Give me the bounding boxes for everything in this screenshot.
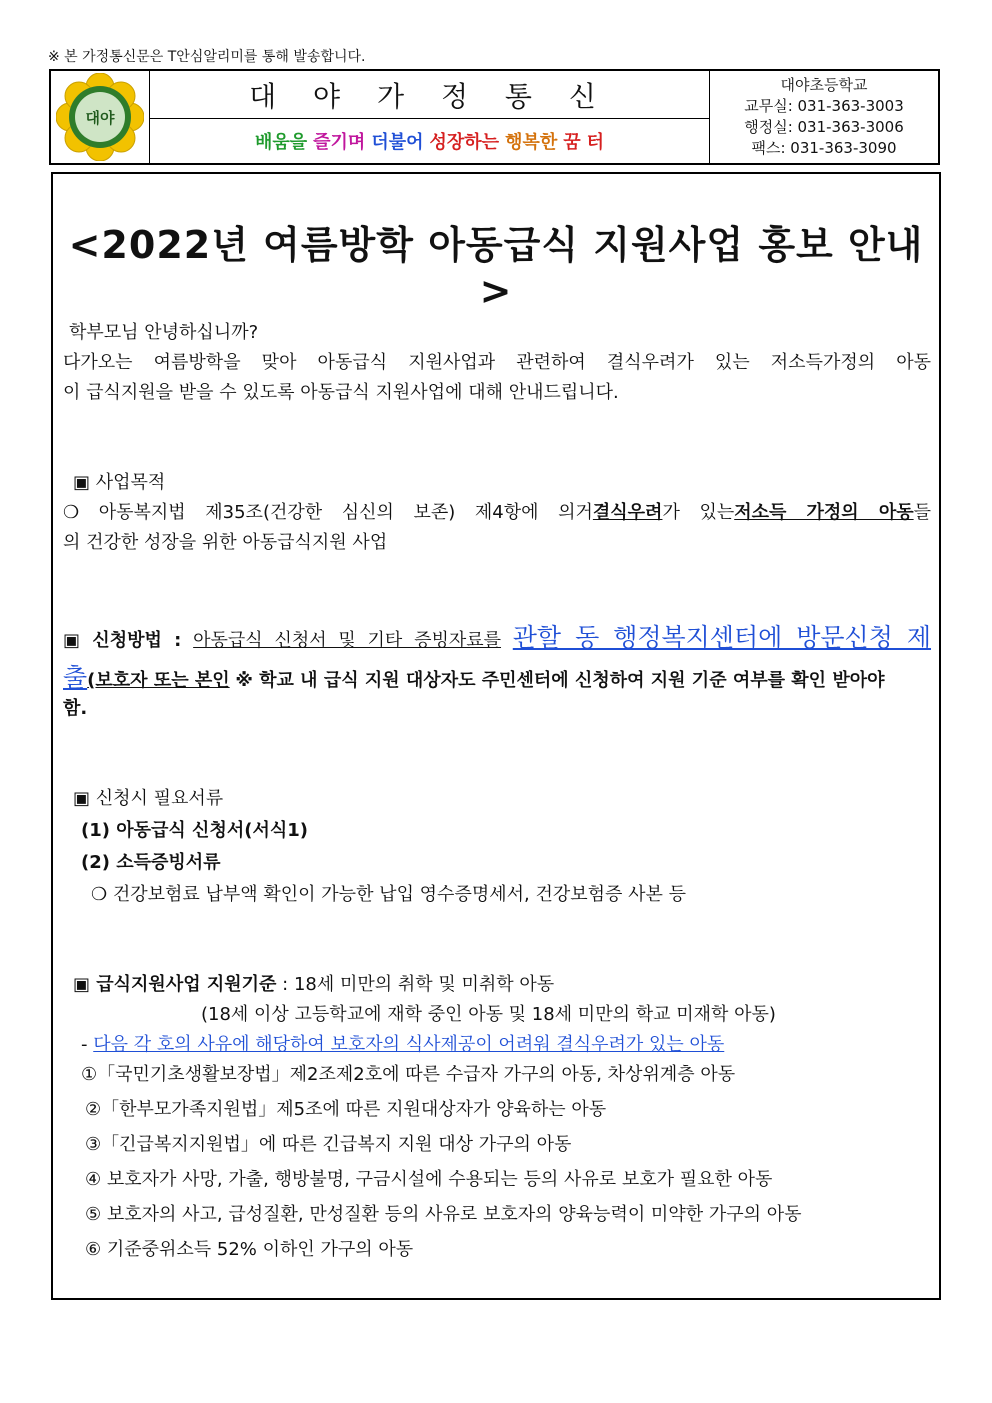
purpose-text-e: 들: [913, 502, 931, 523]
motto-word: 성장하는: [429, 132, 500, 153]
purpose-text-d: 저소득 가정의 아동: [734, 502, 914, 523]
motto-word: 즐기며: [313, 132, 366, 153]
criteria-dash: -: [81, 1034, 88, 1055]
contact-fax: 팩스: 031-363-3090: [751, 139, 897, 157]
purpose-bullet: [63, 498, 931, 524]
documents-heading: ▣ 신청시 필요서류: [73, 788, 224, 809]
criteria-item-4: ④ 보호자가 사망, 가출, 행방불명, 구금시설에 수용되는 등의 사유로 보호가 필요한 아동: [85, 1169, 773, 1190]
school-motto: [150, 119, 709, 163]
purpose-continued: 의 건강한 성장을 위한 아동급식지원 사업: [63, 532, 388, 553]
documents-item-1: (1) 아동급식 신청서(서식1): [81, 820, 308, 841]
criteria-condition: 다음 각 호의 사유에 해당하여 보호자의 식사제공이 어려워 결식우려가 있는 아동: [93, 1034, 725, 1055]
motto-word: 행복한: [505, 132, 558, 153]
school-contact-cell: [710, 71, 938, 163]
contact-office: 교무실: 031-363-3003: [744, 97, 904, 115]
criteria-heading: ▣ 급식지원사업 지원기준: [73, 974, 277, 995]
notice-body: [51, 172, 941, 1300]
purpose-text-c: 가 있는: [662, 502, 735, 523]
logo-text: 대야: [85, 109, 115, 127]
apply-text-3: 출: [63, 663, 88, 692]
intro-line-2: 이 급식지원을 받을 수 있도록 아동급식 지원사업에 대해 안내드립니다.: [63, 382, 619, 403]
criteria-item-3: ③「긴급복지지원법」에 따른 긴급복지 지원 대상 가구의 아동: [85, 1134, 572, 1155]
intro-line-1: 다가오는 여름방학을 맞아 아동급식 지원사업과 관련하여 결식우려가 있는 저소득가정의 아동: [63, 352, 931, 373]
purpose-heading: ▣ 사업목적: [73, 472, 166, 493]
school-name: 대야초등학교: [780, 76, 868, 94]
criteria-item-1: ①「국민기초생활보장법」제2조제2호에 따른 수급자 가구의 아동, 차상위계층 아동: [81, 1064, 736, 1085]
contact-admin: 행정실: 031-363-3006: [744, 118, 904, 136]
criteria-item-5: ⑤ 보호자의 사고, 급성질환, 만성질환 등의 사유로 보호자의 양육능력이 미약한 가구의 아동: [85, 1204, 802, 1225]
notice-text: ※ 본 가정통신문은 T안심알리미를 통해 발송합니다.: [48, 49, 366, 65]
motto-word: 터: [586, 132, 605, 153]
motto-word: 배움을: [254, 132, 308, 153]
greeting: 학부모님 안녕하십니까?: [69, 322, 259, 343]
apply-line-1: [63, 618, 931, 654]
apply-text-2: 관할 동 행정복지센터에 방문신청 제: [512, 623, 931, 652]
newsletter-header: [49, 69, 940, 165]
criteria-item-2: ②「한부모가족지원법」제5조에 따른 지원대상자가 양육하는 아동: [85, 1099, 607, 1120]
school-logo-cell: [51, 71, 150, 163]
criteria-age: : 18세 미만의 취학 및 미취학 아동: [282, 974, 555, 995]
criteria-item-6: ⑥ 기준중위소득 52% 이하인 가구의 아동: [85, 1239, 414, 1260]
header-title-cell: [150, 71, 710, 163]
motto-word: 더불어: [371, 132, 424, 153]
apply-text-1: 아동급식 신청서 및 기타 증빙자료를: [193, 630, 502, 651]
apply-text-4: (보호자 또는 본인: [87, 670, 230, 691]
school-logo-icon: [56, 73, 144, 161]
newsletter-title: 대 야 가 정 통 신: [150, 71, 709, 119]
apply-line-2: [63, 658, 931, 694]
documents-item-2-detail: ❍ 건강보험료 납부액 확인이 가능한 납입 영수증명세서, 건강보험증 사본 등: [91, 884, 686, 905]
criteria-condition-line: [81, 1030, 724, 1056]
criteria-sub: (18세 이상 고등학교에 재학 중인 아동 및 18세 미만의 학교 미재학 아동): [201, 1004, 776, 1025]
motto-word: 꿈: [563, 132, 581, 153]
criteria-line: [73, 970, 554, 996]
purpose-text-b: 결식우려: [592, 502, 663, 523]
apply-text-6: 함.: [63, 698, 88, 719]
documents-item-2: (2) 소득증빙서류: [81, 852, 221, 873]
page-title: <2022년 여름방학 아동급식 지원사업 홍보 안내>: [68, 223, 924, 313]
apply-text-5: ※ 학교 내 급식 지원 대상자도 주민센터에 신청하여 지원 기준 여부를 확인 받아야: [235, 670, 885, 691]
purpose-text-a: ❍ 아동복지법 제35조(건강한 심신의 보존) 제4항에 의거: [63, 502, 593, 523]
apply-heading: ▣ 신청방법 :: [63, 630, 182, 651]
